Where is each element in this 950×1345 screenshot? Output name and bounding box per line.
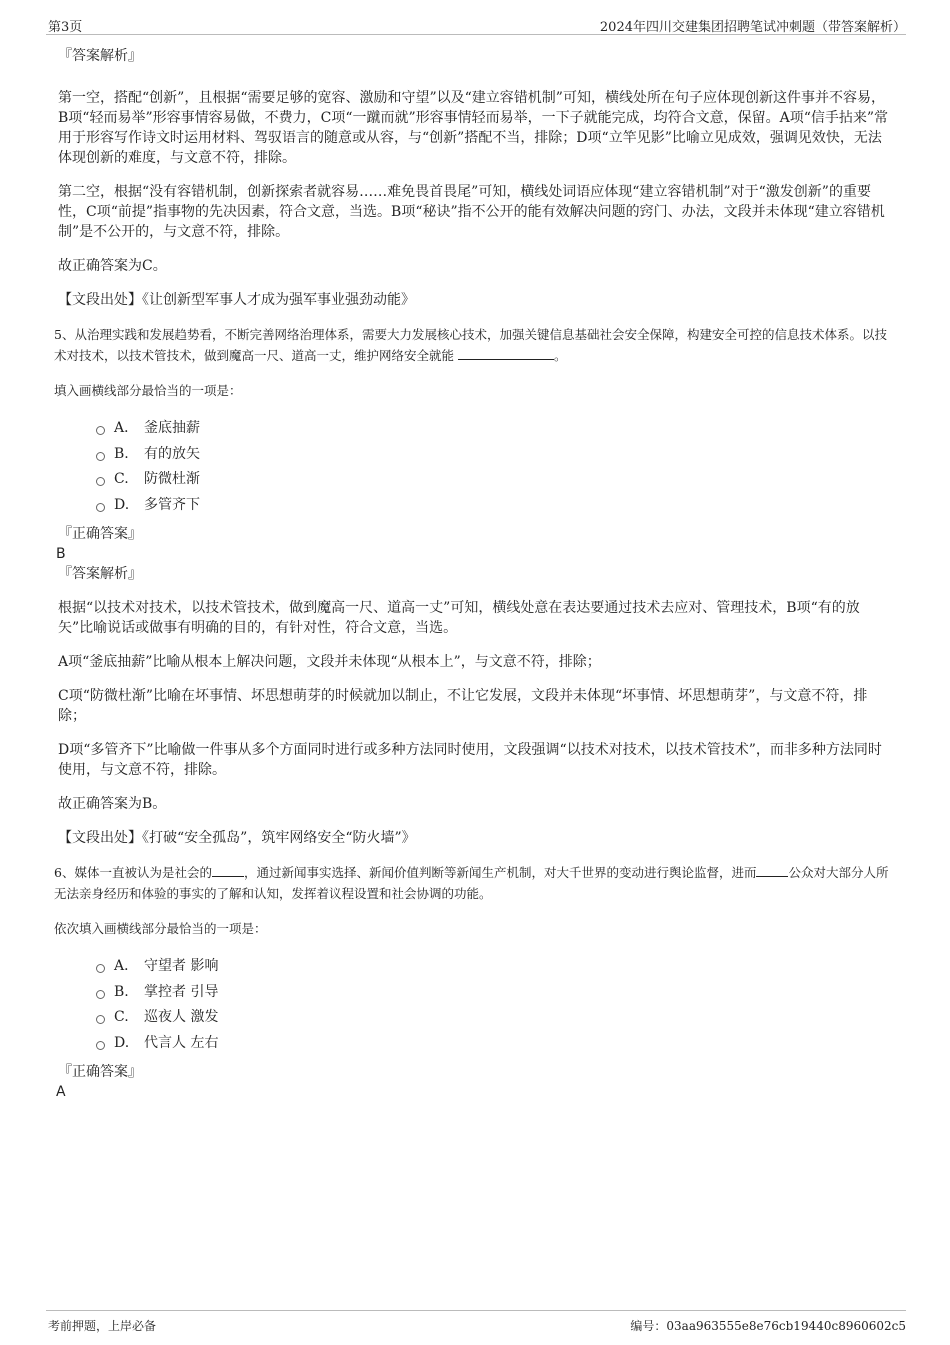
correct-answer-label: 『正确答案』 xyxy=(58,526,142,542)
option-a[interactable]: A． 釜底抽薪 xyxy=(58,416,890,442)
analysis-paragraph: C项“防微杜渐”比喻在坏事情、坏思想萌芽的时候就加以制止，不让它发展，文段并未体现“坏事情、坏思想萌芽”，与文意不符，排除； xyxy=(58,688,868,724)
options-list xyxy=(58,416,890,518)
radio-icon[interactable] xyxy=(96,990,105,999)
fill-blank xyxy=(212,862,244,877)
radio-icon[interactable] xyxy=(96,1015,105,1024)
option-d[interactable]: D. 多管齐下 xyxy=(58,493,890,519)
analysis-paragraph: 第一空，搭配“创新”，且根据“需要足够的宽容、激励和守望”以及“建立容错机制”可知，横线处所在句子应体现创新这件事并不容易，B项“轻而易举”形容事情容易做，不费力，C项“一蹴而就”形容事情轻而易举，一下子就能完成，均符合文意，保留。A项“信手拈来”常用于形容写作诗文时运用材料、驾驭语言的随意或从容，与“创新”搭配不当，排除；D项“立竿见影”比喻立见成效，强调见效快，无法体现创新的难度，与文意不符，排除。 xyxy=(58,90,889,166)
radio-icon[interactable] xyxy=(96,503,105,512)
answer-conclusion: 故正确答案为C。 xyxy=(58,258,167,274)
radio-icon[interactable] xyxy=(96,452,105,461)
radio-icon[interactable] xyxy=(96,1041,105,1050)
correct-answer: A xyxy=(56,1084,66,1100)
analysis-label: 『答案解析』 xyxy=(58,48,142,64)
analysis-paragraph: 第二空，根据“没有容错机制，创新探索者就容易……难免畏首畏尾”可知，横线处词语应体现“建立容错机制”对于“激发创新”的重要性，C项“前提”指事物的先决因素，符合文意，当选。B项“秘诀”指不公开的能有效解决问题的窍门、办法，文段并未体现“建立容错机制”是不公开的，与文意不符，排除。 xyxy=(58,184,885,240)
option-c[interactable]: C. 防微杜渐 xyxy=(58,467,890,493)
option-b[interactable]: B. 有的放矢 xyxy=(58,442,890,468)
analysis-label: 『答案解析』 xyxy=(58,566,142,582)
answer-conclusion: 故正确答案为B。 xyxy=(58,796,167,812)
question-prompt: 填入画横线部分最恰当的一项是： xyxy=(54,383,242,398)
radio-icon[interactable] xyxy=(96,426,105,435)
fill-blank xyxy=(458,345,554,360)
document-title: 2024年四川交建集团招聘笔试冲刺题（带答案解析） xyxy=(599,20,906,35)
option-c[interactable]: C. 巡夜人 激发 xyxy=(58,1005,890,1031)
analysis-paragraph: D项“多管齐下”比喻做一件事从多个方面同时进行或多种方法同时使用，文段强调“以技术对技术，以技术管技术”，而非多种方法同时使用，与文意不符，排除。 xyxy=(58,742,882,778)
options-list xyxy=(58,954,890,1056)
correct-answer: B xyxy=(56,546,66,562)
page-number: 第3页 xyxy=(48,20,83,35)
question-stem: 6、媒体一直被认为是社会的 ，通过新闻事实选择、新闻价值判断等新闻生产机制，对大千世界的变动进行舆论监督，进而 公众对大部分人所无法亲身经历和体验的事实的了解和认知，发挥着议程设置和社会协调的功能。 xyxy=(54,862,890,904)
analysis-paragraph: A项“釜底抽薪”比喻从根本上解决问题，文段并未体现“从根本上”，与文意不符，排除； xyxy=(58,654,601,670)
option-a[interactable]: A． 守望者 影响 xyxy=(58,954,890,980)
analysis-paragraph: 根据“以技术对技术，以技术管技术，做到魔高一尺、道高一丈”可知，横线处意在表达要通过技术去应对、管理技术，B项“有的放矢”比喻说话或做事有明确的目的，有针对性，符合文意，当选。 xyxy=(58,600,860,636)
source-citation: 【文段出处】《打破“安全孤岛”，筑牢网络安全“防火墙”》 xyxy=(58,830,416,846)
question-prompt: 依次填入画横线部分最恰当的一项是： xyxy=(54,921,267,936)
option-d[interactable]: D. 代言人 左右 xyxy=(58,1031,890,1057)
page-footer xyxy=(46,1310,906,1333)
page-content xyxy=(54,40,890,1102)
fill-blank xyxy=(756,862,788,877)
correct-answer-label: 『正确答案』 xyxy=(58,1064,142,1080)
radio-icon[interactable] xyxy=(96,964,105,973)
option-b[interactable]: B. 掌控者 引导 xyxy=(58,980,890,1006)
page-header xyxy=(46,14,906,35)
footer-slogan: 考前押题，上岸必备 xyxy=(48,1319,157,1333)
source-citation: 【文段出处】《让创新型军事人才成为强军事业强劲动能》 xyxy=(58,292,415,308)
question-stem: 5、从治理实践和发展趋势看，不断完善网络治理体系，需要大力发展核心技术，加强关键信息基础社会安全保障，构建安全可控的信息技术体系。以技术对技术，以技术管技术，做到魔高一尺、道高一丈，维护网络安全就能 。 xyxy=(54,327,887,363)
document-id: 编号：03aa963555e8e76cb19440c8960602c5 xyxy=(630,1319,906,1333)
radio-icon[interactable] xyxy=(96,477,105,486)
